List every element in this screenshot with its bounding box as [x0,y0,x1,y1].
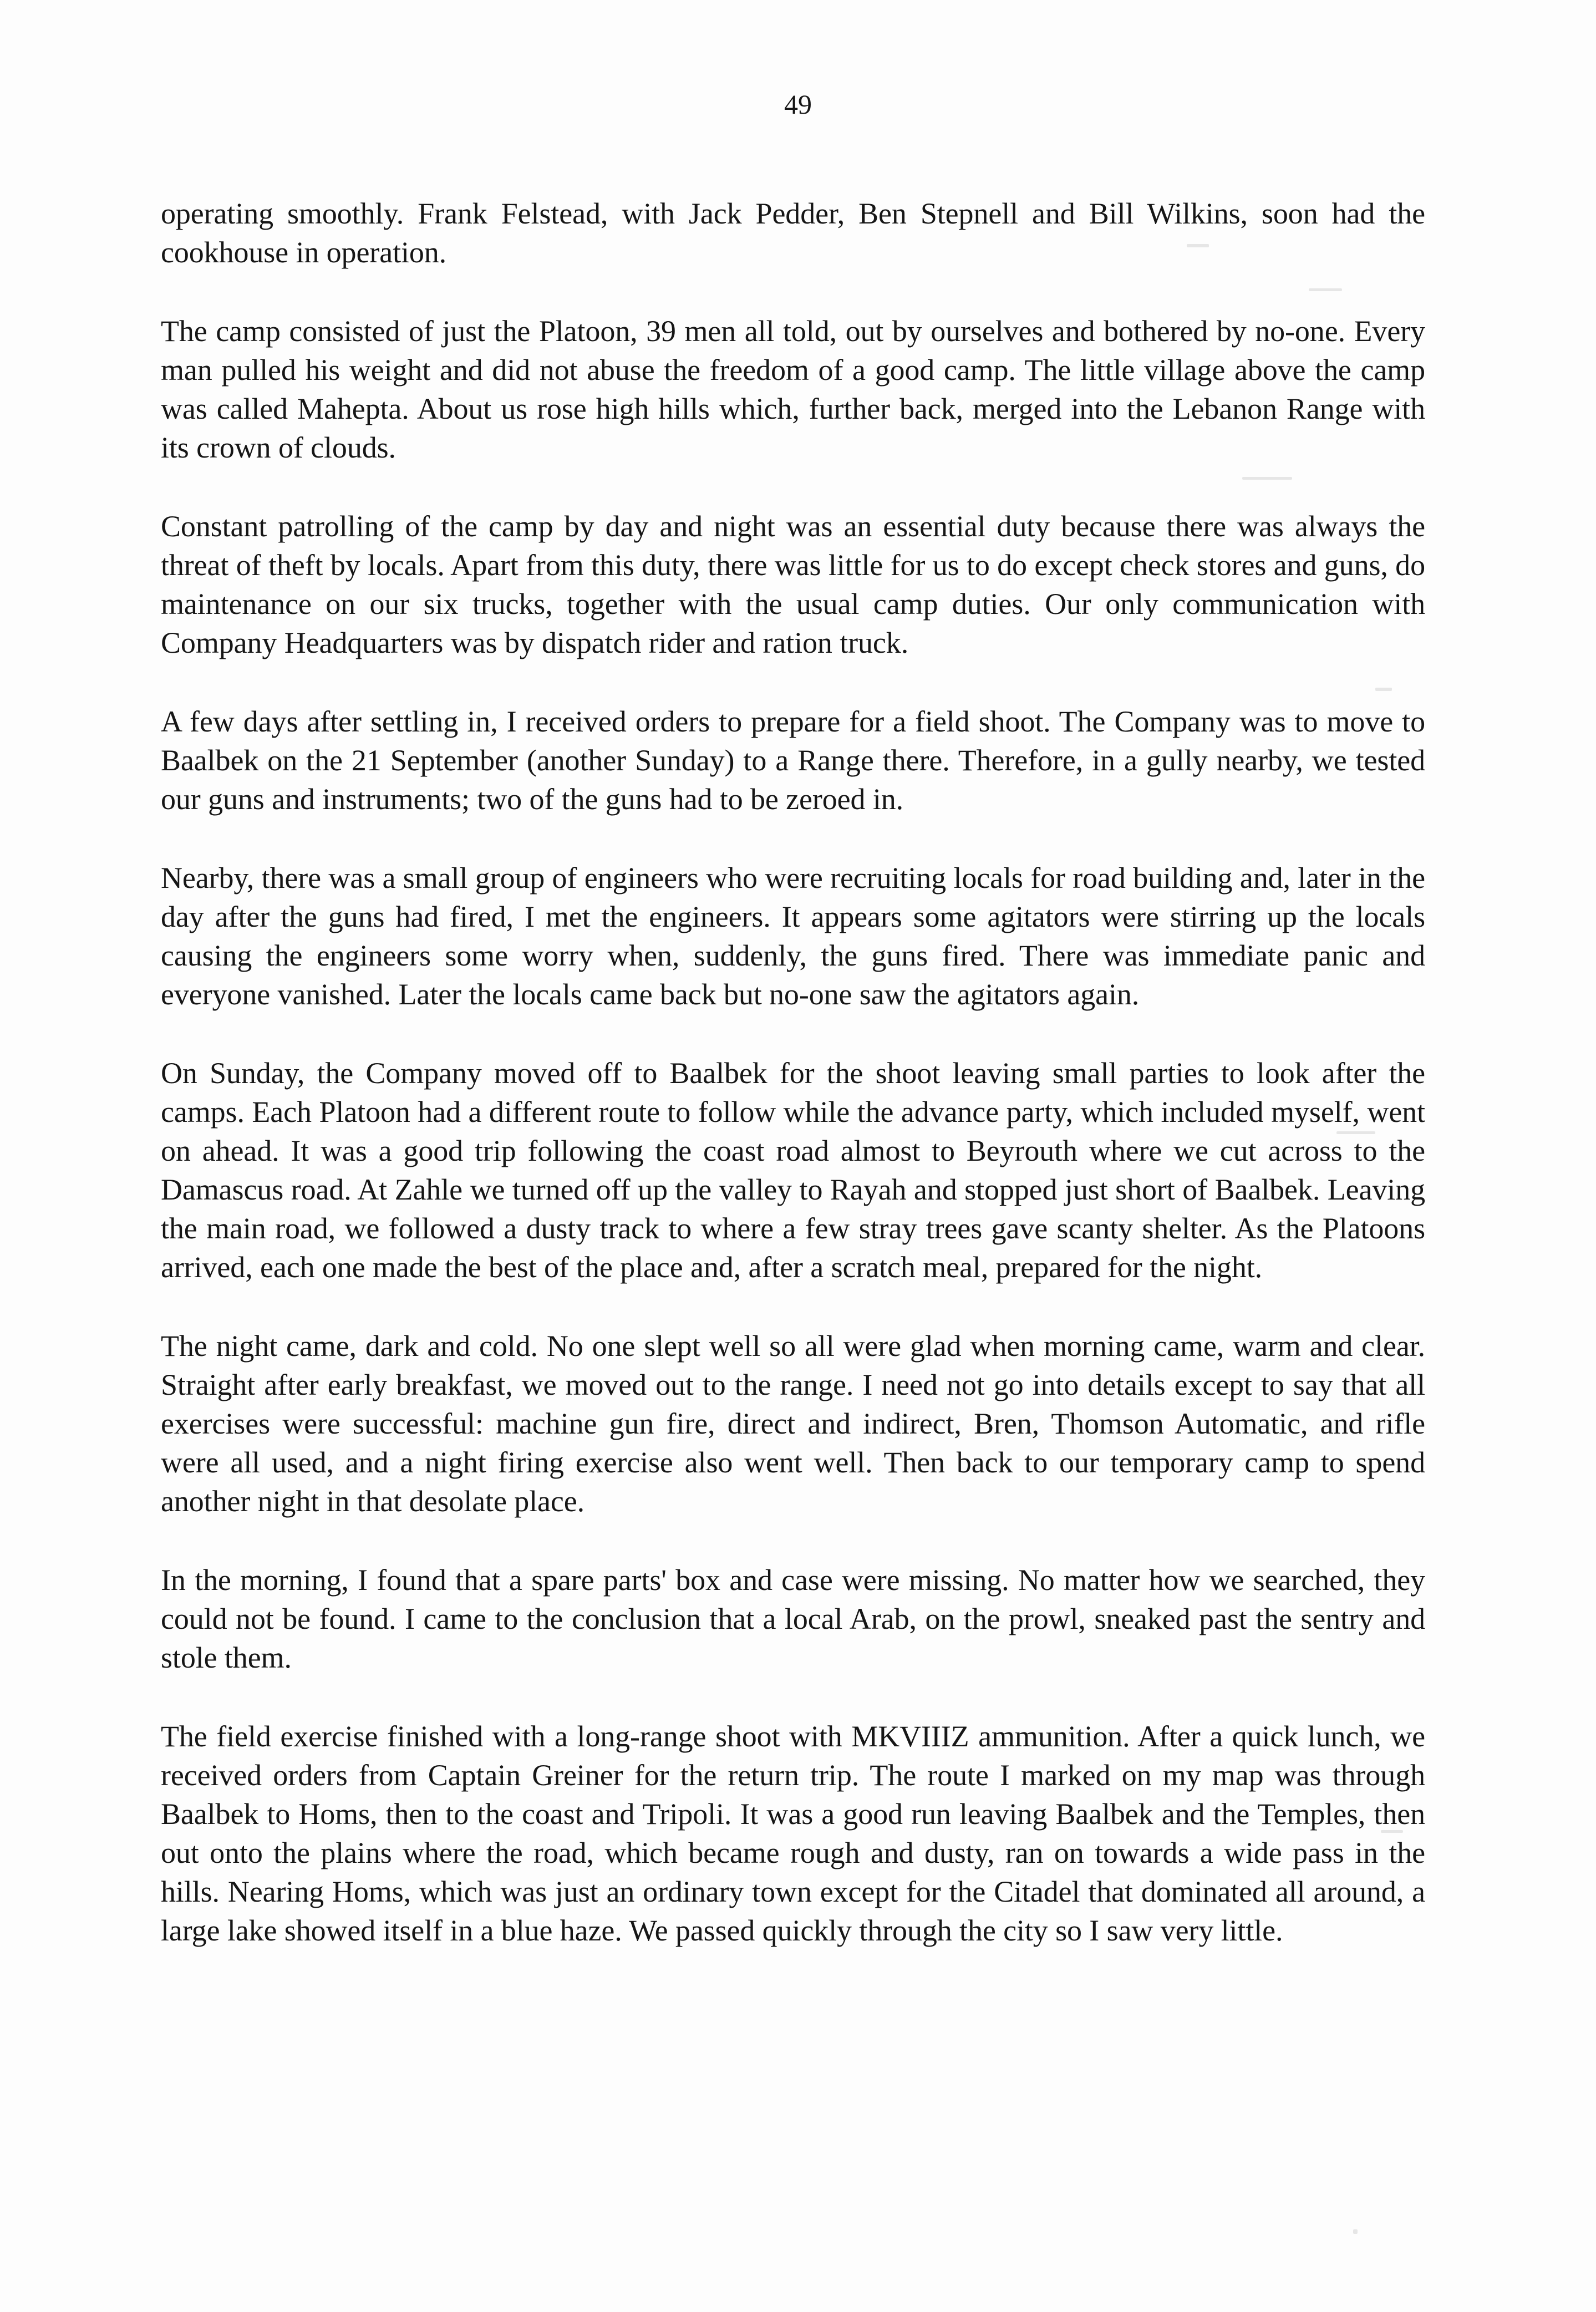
paragraph: In the morning, I found that a spare parts' box and case were missing. No matter how we searched, they could not be found. I came to the conclusion that a local Arab, on the prowl, sneaked past the sentry and stole them. [161,1563,1425,1674]
paragraph: The night came, dark and cold. No one slept well so all were glad when morning came, warm and clear. Straight after early breakfast, we moved out to the range. I need not go into details except to say that all exercises were successful: machine gun fire, direct and indirect, Bren, Thomson Automatic, and rifle were all used, and a night firing exercise also went well. Then back to our temporary camp to spend another night in that desolate place. [161,1329,1425,1518]
paragraph: A few days after settling in, I received orders to prepare for a field shoot. The Company was to move to Baalbek on the 21 September (another Sunday) to a Range there. Therefore, in a gully nearby, we tested our guns and instruments; two of the guns had to be zeroed in. [161,705,1425,816]
paragraph: operating smoothly. Frank Felstead, with Jack Pedder, Ben Stepnell and Bill Wilkins, soon had the cookhouse in operation. [161,197,1425,269]
paragraph: On Sunday, the Company moved off to Baalbek for the shoot leaving small parties to look after the camps. Each Platoon had a different route to follow while the advance party, which included myself, went on ahead. It was a good trip following the coast road almost to Beyrouth where we cut across to the Damascus road. At Zahle we turned off up the valley to Rayah and stopped just short of Baalbek. Leaving the main road, we followed a dusty track to where a few stray trees gave scanty shelter. As the Platoons arrived, each one made the best of the place and, after a scratch meal, prepared for the night. [161,1056,1425,1284]
body-text [161,194,1425,1950]
paragraph: The camp consisted of just the Platoon, 39 men all told, out by ourselves and bothered by no-one. Every man pulled his weight and did not abuse the freedom of a good camp. The little village above the camp was called Mahepta. About us rose high hills which, further back, merged into the Lebanon Range with its crown of clouds. [161,314,1425,464]
paragraph: Constant patrolling of the camp by day and night was an essential duty because there was always the threat of theft by locals. Apart from this duty, there was little for us to do except check stores and guns, do maintenance on our six trucks, together with the usual camp duties. Our only communication with Company Headquarters was by dispatch rider and ration truck. [161,510,1425,659]
scan-speck [1353,2229,1358,2234]
page-number: 49 [784,89,812,120]
paragraph: The field exercise finished with a long-range shoot with MKVIIIZ ammunition. After a quick lunch, we received orders from Captain Greiner for the return trip. The route I marked on my map was through Baalbek to Homs, then to the coast and Tripoli. It was a good run leaving Baalbek and the Temples, then out onto the plains where the road, which became rough and dusty, ran on towards a wide pass in the hills. Nearing Homs, which was just an ordinary town except for the Citadel that dominated all around, a large lake showed itself in a blue haze. We passed quickly through the city so I saw very little. [161,1720,1425,1947]
paragraph: Nearby, there was a small group of engineers who were recruiting locals for road building and, later in the day after the guns had fired, I met the engineers. It appears some agitators were stirring up the locals causing the engineers some worry when, suddenly, the guns fired. There was immediate panic and everyone vanished. Later the locals came back but no-one saw the agitators again. [161,861,1426,1011]
